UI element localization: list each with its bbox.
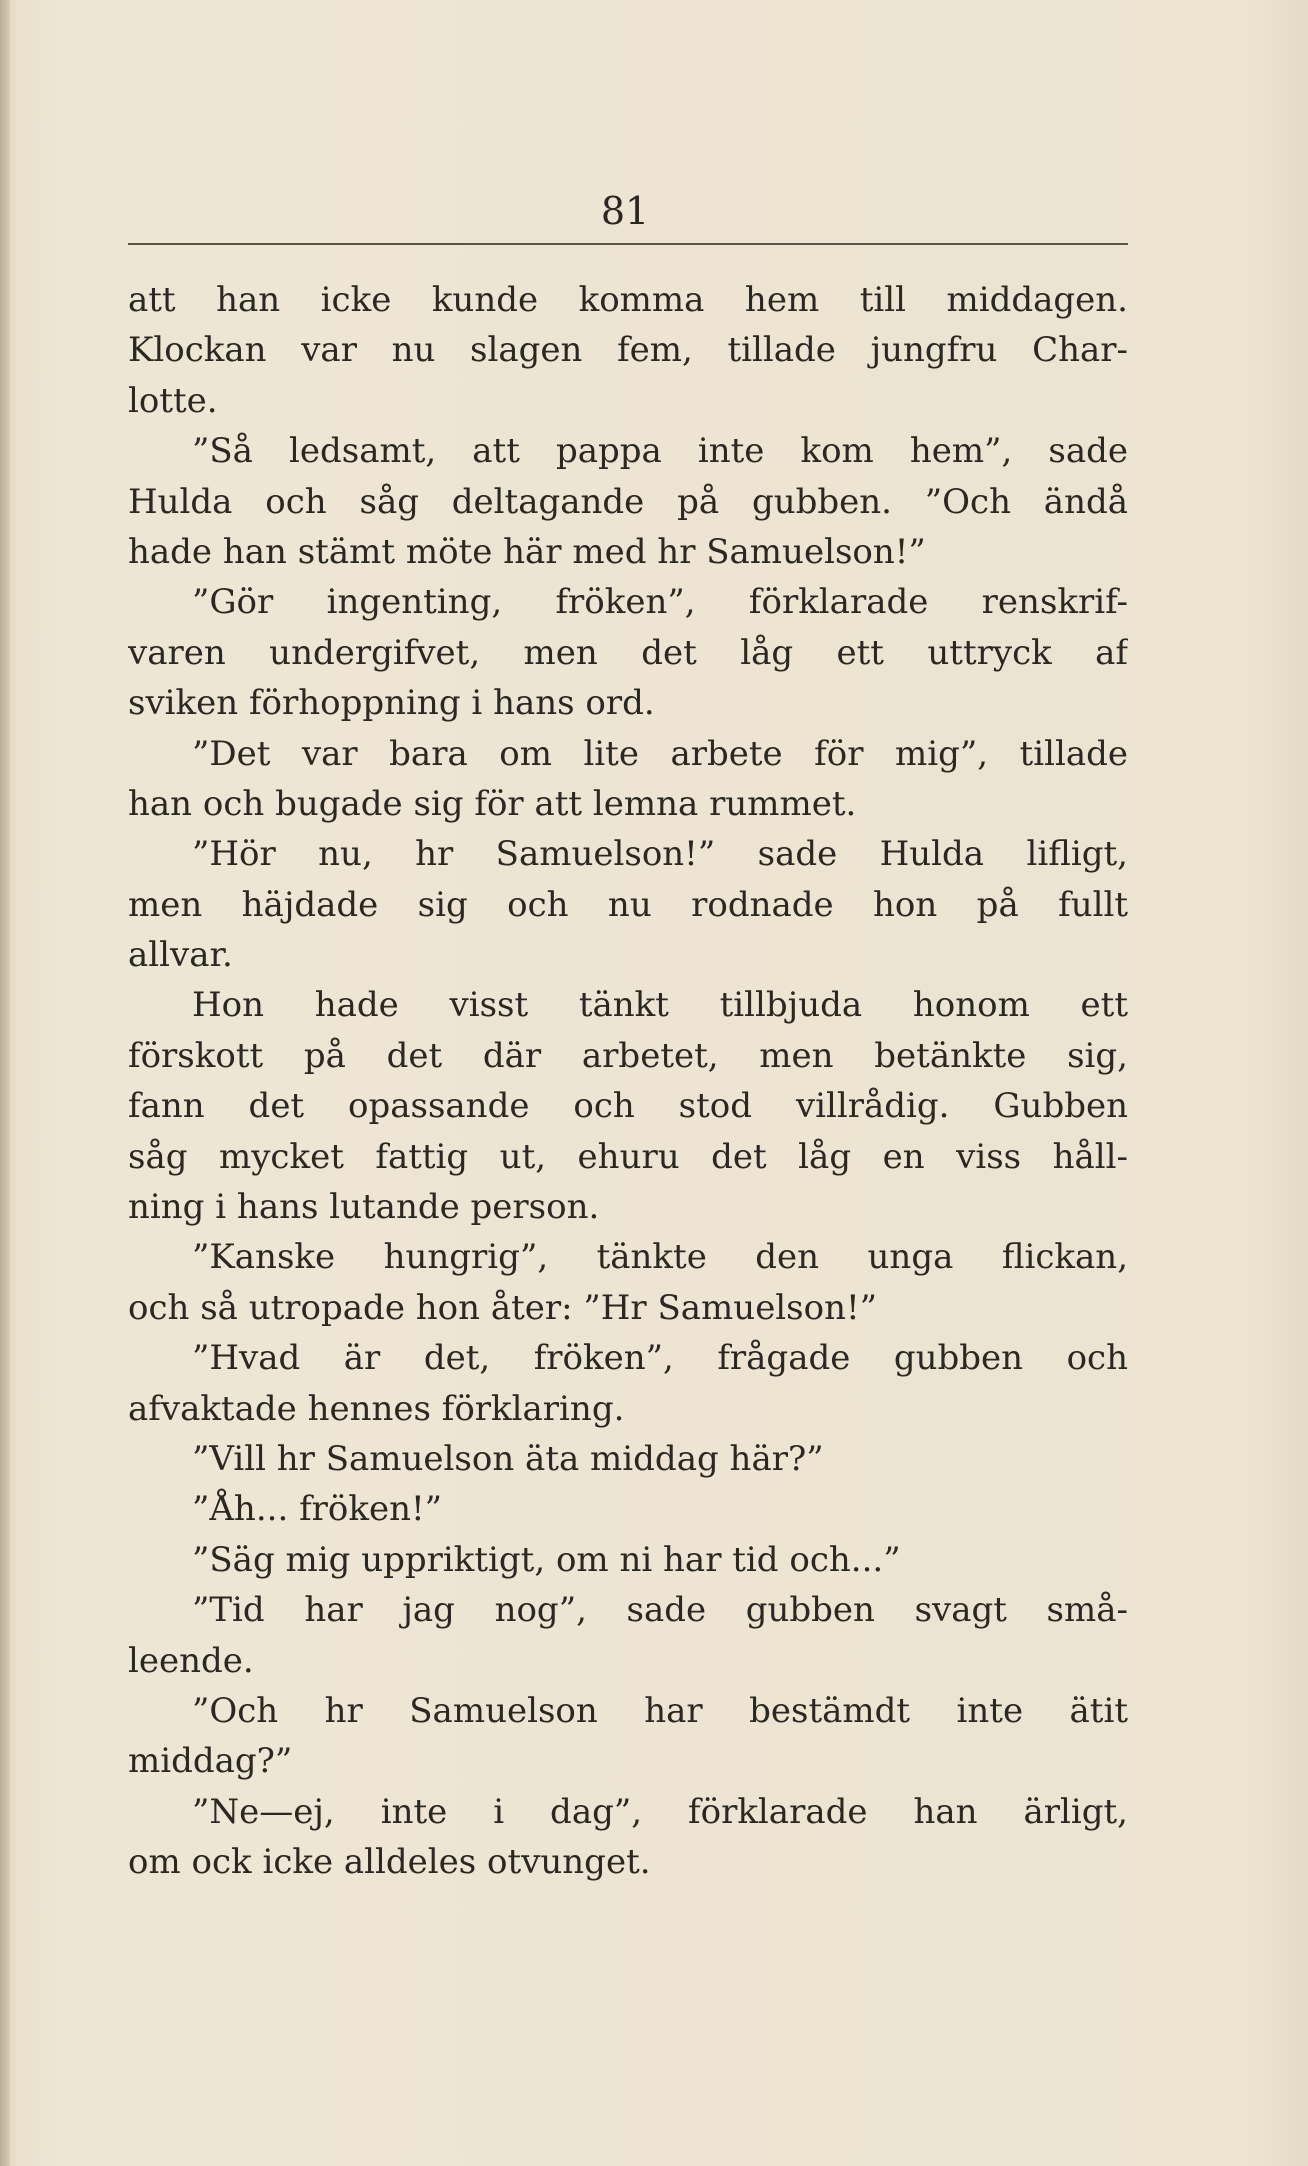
text-line: men häjdade sig och nu rodnade hon på fullt (128, 884, 1128, 925)
text-line: hade han stämt möte här med hr Samuelson!” (128, 531, 926, 572)
text-line: ”Och hr Samuelson har bestämdt inte ätit (192, 1690, 1128, 1731)
text-line: lotte. (128, 380, 218, 421)
text-line: ”Så ledsamt, att pappa inte kom hem”, sade (192, 431, 1128, 472)
body-text (128, 275, 1128, 1888)
text-line: leende. (128, 1640, 254, 1681)
text-line: varen undergifvet, men det låg ett uttryck af (128, 632, 1128, 673)
text-line: sviken förhoppning i hans ord. (128, 683, 655, 724)
text-line: ”Det var bara om lite arbete för mig”, tillade (192, 733, 1128, 774)
text-line: han och bugade sig för att lemna rummet. (128, 783, 857, 824)
page-number: 81 (600, 189, 650, 233)
text-line: middag?” (128, 1741, 293, 1782)
text-line: ning i hans lutande person. (128, 1187, 600, 1228)
text-line: ”Kanske hungrig”, tänkte den unga flickan, (192, 1237, 1128, 1278)
text-line: att han icke kunde komma hem till middagen. (128, 280, 1128, 320)
text-line: fann det opassande och stod villrådig. Gubben (128, 1086, 1128, 1127)
text-line: förskott på det där arbetet, men betänkte sig, (128, 1035, 1128, 1076)
text-line: ”Hör nu, hr Samuelson!” sade Hulda lifligt, (192, 834, 1128, 875)
text-line: ”Säg mig uppriktigt, om ni har tid och...” (192, 1539, 901, 1580)
text-line: ”Tid har jag nog”, sade gubben svagt små- (192, 1590, 1128, 1631)
text-line: ”Hvad är det, fröken”, frågade gubben och (192, 1338, 1128, 1379)
text-line: allvar. (128, 935, 233, 976)
text-line: ”Åh... fröken!” (192, 1489, 443, 1530)
text-line: afvaktade hennes förklaring. (128, 1388, 625, 1429)
header-rule (128, 243, 1128, 245)
text-line: om ock icke alldeles otvunget. (128, 1842, 651, 1883)
text-line: Hulda och såg deltagande på gubben. ”Och ändå (128, 481, 1128, 522)
text-line: såg mycket fattig ut, ehuru det låg en viss håll- (128, 1136, 1128, 1177)
text-line: ”Vill hr Samuelson äta middag här?” (192, 1438, 824, 1479)
text-line: Klockan var nu slagen fem, tillade jungfru Char- (128, 330, 1128, 371)
text-line: och så utropade hon åter: ”Hr Samuelson!” (128, 1287, 878, 1328)
text-line: Hon hade visst tänkt tillbjuda honom ett (192, 985, 1128, 1026)
text-line: ”Gör ingenting, fröken”, förklarade renskrif- (192, 582, 1128, 623)
page-binding-edge (0, 0, 10, 2166)
text-line: ”Ne—ej, inte i dag”, förklarade han ärligt, (192, 1791, 1128, 1832)
